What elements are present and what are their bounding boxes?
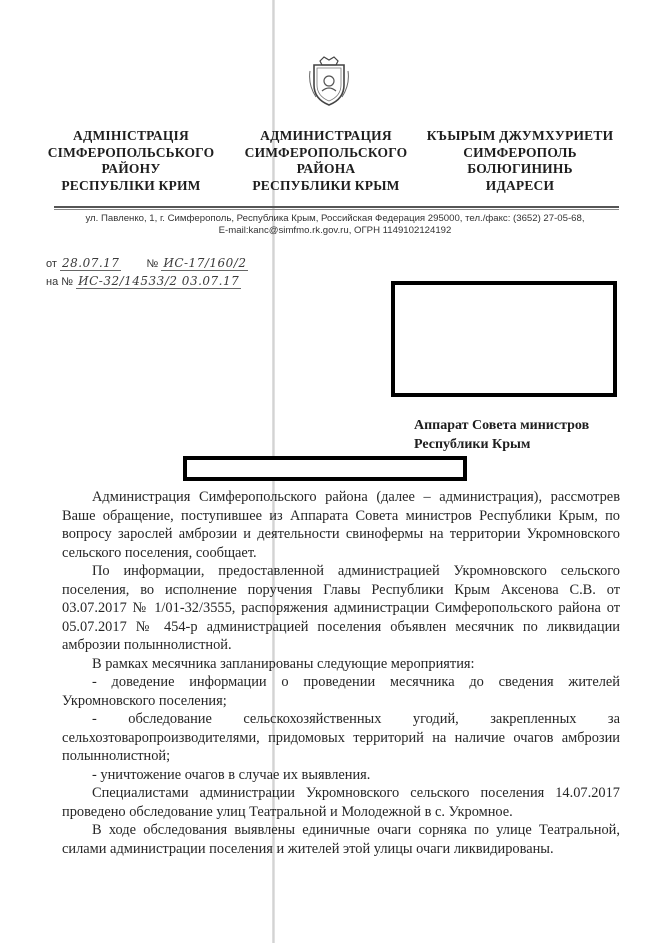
reply-label: на № <box>46 276 74 288</box>
body-paragraph: Администрация Симферопольского района (далее – администрация), рассмотрев Ваше обращение, поступившее из Аппарата Совета министров Республики Крым, по вопросу зарослей амброзии и деятельности свинофермы на территории Укромновского сельского поселения, сообщает. <box>62 489 620 561</box>
outgoing-number: ИС-17/160/2 <box>163 256 247 270</box>
header-ukrainian-line: РЕСПУБЛІКИ КРИМ <box>61 177 201 193</box>
header-russian-line: РЕСПУБЛИКИ КРЫМ <box>252 177 400 193</box>
letter-body <box>62 488 620 858</box>
outgoing-date: 28.07.17 <box>61 256 120 270</box>
header-crimean-tatar-line: КЪЫРЫМ ДЖУМХУРИЕТИ <box>426 128 614 143</box>
contact-line: E-mail:kanc@simfmo.rk.gov.ru, ОГРН 1149102124192 <box>218 225 452 236</box>
reply-reference <box>46 274 241 288</box>
body-paragraph: Специалистами администрации Укромновского сельского поселения 14.07.2017 проведено обследование улиц Театральной и Молодежной в с. Укромное. <box>62 785 620 820</box>
header-ukrainian <box>42 128 220 194</box>
redacted-block <box>391 281 617 397</box>
addressee <box>414 416 589 454</box>
header-divider <box>54 206 619 208</box>
body-paragraph: - обследование сельскохозяйственных угодий, закрепленных за сельхозтоваропроизводителями, придомовых территорий на наличие очагов амброзии полыннолистной; <box>62 711 620 764</box>
body-paragraph: В рамках месячника запланированы следующие мероприятия: <box>92 655 475 672</box>
body-paragraph: - уничтожение очагов в случае их выявления. <box>92 766 371 783</box>
from-label: от <box>46 258 57 270</box>
header-russian <box>234 128 418 194</box>
redacted-block <box>183 456 467 481</box>
number-label: № <box>146 258 159 270</box>
body-paragraph: - доведение информации о проведении месячника до сведения жителей Укромновского поселения; <box>62 674 620 709</box>
body-paragraph: В ходе обследования выявлены единичные очаги сорняка по улице Театральной, силами администрации поселения и жителей этой улицы очаги ликвидированы. <box>62 822 620 857</box>
header-russian-line: РАЙОНА <box>296 161 356 176</box>
header-ukrainian-line: СІМФЕРОПОЛЬСЬКОГО <box>47 144 215 160</box>
header-crimean-tatar-line: БОЛЮГИНИНЬ <box>467 161 573 176</box>
crimea-coat-of-arms-icon <box>308 55 350 107</box>
addressee-line: Аппарат Совета министров <box>414 418 590 433</box>
header-crimean-tatar-line: ИДАРЕСИ <box>485 177 555 193</box>
addressee-line: Республики Крым <box>414 437 531 452</box>
header-ukrainian-line: АДМІНІСТРАЦІЯ <box>73 128 189 143</box>
header-russian-line: СИМФЕРОПОЛЬСКОГО <box>244 144 408 160</box>
header-crimean-tatar-line: СИМФЕРОПОЛЬ <box>463 144 577 160</box>
body-paragraph: По информации, предоставленной администрацией Укромновского сельского поселения, во исполнение поручения Главы Республики Крым Аксенова С.В. от 03.07.2017 № 1/01-32/3555, распоряжения администрации Симферопольского района от 05.07.2017 № 454-р администрацией поселения объявлен месячник по ликвидации амброзии полыннолистной. <box>62 563 620 653</box>
header-ukrainian-line: РАЙОНУ <box>101 161 161 176</box>
header-crimean-tatar <box>420 128 620 194</box>
address-line: ул. Павленко, 1, г. Симферополь, Республика Крым, Российская Федерация 295000, тел./факс: (3652) 27-05-68, <box>85 213 585 224</box>
header-divider-thin <box>54 209 619 210</box>
outgoing-registration <box>46 256 248 270</box>
header-russian-line: АДМИНИСТРАЦИЯ <box>260 128 392 143</box>
reply-number: ИС-32/14533/2 03.07.17 <box>78 274 240 288</box>
